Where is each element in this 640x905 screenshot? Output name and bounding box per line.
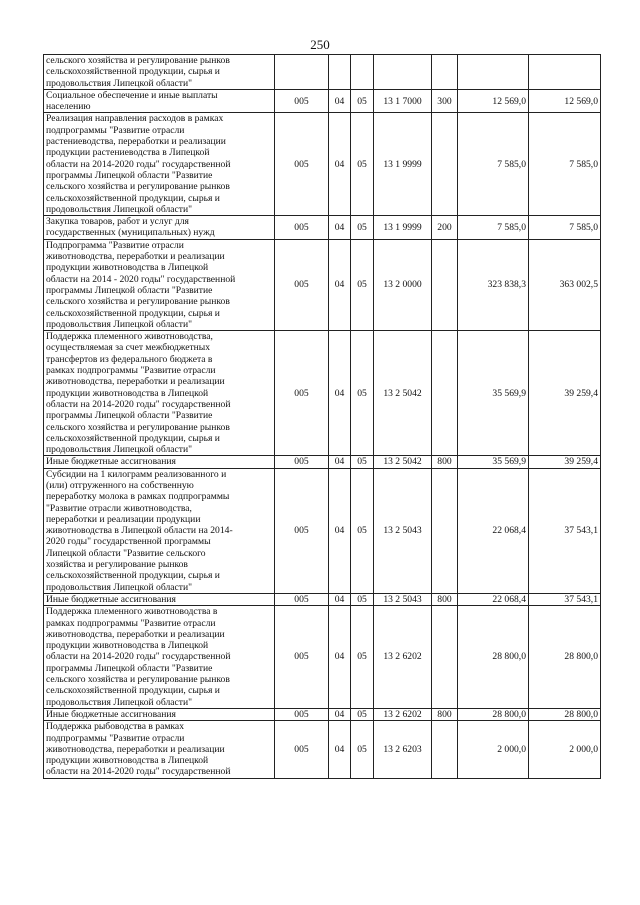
amount-year1-cell: 28 800,0 [458,708,529,720]
expense-name-cell: Поддержка племенного животноводства, осуществляемая за счет межбюджетных трансфертов из федерального бюджета в рамках подпрограммы "Развитие отрасли животноводства, переработки и реализации продукции животноводства в Липецкой области на 2014-2020 годы" государственной программы Липецкой области "Развитие сельского хозяйства и регулирование рынков сельскохозяйственной продукции, сырья и продовольствия Липецкой области" [44,331,275,456]
section-code-cell: 04 [329,331,351,456]
amount-year2-cell: 37 543,1 [529,593,601,605]
table-row [44,331,601,456]
admin-code-cell: 005 [275,606,329,709]
table-row [44,456,601,468]
expense-type-cell [432,239,458,330]
target-article-cell: 13 2 6203 [374,721,432,778]
target-article-cell: 13 2 5042 [374,331,432,456]
amount-year2-cell: 37 543,1 [529,468,601,593]
admin-code-cell: 005 [275,721,329,778]
expense-name-cell: Социальное обеспечение и иные выплаты населению [44,89,275,113]
amount-year1-cell: 2 000,0 [458,721,529,778]
target-article-cell: 13 1 7000 [374,89,432,113]
subsection-code-cell: 05 [351,113,374,216]
amount-year2-cell: 7 585,0 [529,113,601,216]
subsection-code-cell: 05 [351,89,374,113]
section-code-cell: 04 [329,593,351,605]
table-row [44,721,601,778]
table-row [44,708,601,720]
subsection-code-cell: 05 [351,456,374,468]
budget-table [43,54,601,779]
expense-type-cell [432,721,458,778]
amount-year1-cell [458,55,529,90]
amount-year2-cell: 39 259,4 [529,456,601,468]
admin-code-cell: 005 [275,708,329,720]
target-article-cell: 13 2 6202 [374,708,432,720]
table-row [44,216,601,240]
expense-name-cell: Поддержка рыбоводства в рамках подпрограммы "Развитие отрасли животноводства, переработки и реализации продукции животноводства в Липецкой области на 2014-2020 годы" государственной [44,721,275,778]
amount-year2-cell: 28 800,0 [529,606,601,709]
amount-year1-cell: 7 585,0 [458,216,529,240]
table-row [44,55,601,90]
table-row [44,593,601,605]
section-code-cell [329,55,351,90]
section-code-cell: 04 [329,89,351,113]
admin-code-cell: 005 [275,593,329,605]
section-code-cell: 04 [329,113,351,216]
amount-year1-cell: 7 585,0 [458,113,529,216]
amount-year2-cell: 28 800,0 [529,708,601,720]
target-article-cell: 13 2 5043 [374,593,432,605]
expense-type-cell [432,55,458,90]
admin-code-cell: 005 [275,456,329,468]
table-row [44,239,601,330]
table-body [44,55,601,779]
subsection-code-cell: 05 [351,216,374,240]
expense-name-cell: Подпрограмма "Развитие отрасли животноводства, переработки и реализации продукции животноводства в Липецкой области на 2014 - 2020 годы" государственной программы Липецкой области "Развитие сельского хозяйства и регулирование рынков сельскохозяйственной продукции, сырья и продовольствия Липецкой области" [44,239,275,330]
target-article-cell: 13 2 5043 [374,468,432,593]
amount-year1-cell: 323 838,3 [458,239,529,330]
section-code-cell: 04 [329,708,351,720]
expense-name-cell: Иные бюджетные ассигнования [44,708,275,720]
expense-type-cell: 300 [432,89,458,113]
section-code-cell: 04 [329,468,351,593]
admin-code-cell: 005 [275,89,329,113]
section-code-cell: 04 [329,606,351,709]
expense-type-cell [432,113,458,216]
table-row [44,606,601,709]
table-row [44,468,601,593]
section-code-cell: 04 [329,721,351,778]
subsection-code-cell: 05 [351,331,374,456]
amount-year1-cell: 22 068,4 [458,468,529,593]
expense-name-cell: Закупка товаров, работ и услуг для государственных (муниципальных) нужд [44,216,275,240]
section-code-cell: 04 [329,456,351,468]
expense-name-cell: Реализация направления расходов в рамках подпрограммы "Развитие отрасли растениеводства, переработки и реализации продукции растениеводства в Липецкой области на 2014-2020 годы" государственной программы Липецкой области "Развитие сельского хозяйства и регулирование рынков сельскохозяйственной продукции, сырья и продовольствия Липецкой области" [44,113,275,216]
expense-type-cell [432,331,458,456]
expense-name-cell: сельского хозяйства и регулирование рынков сельскохозяйственной продукции, сырья и продовольствия Липецкой области" [44,55,275,90]
expense-name-cell: Иные бюджетные ассигнования [44,456,275,468]
target-article-cell [374,55,432,90]
amount-year2-cell: 363 002,5 [529,239,601,330]
target-article-cell: 13 2 6202 [374,606,432,709]
subsection-code-cell: 05 [351,721,374,778]
expense-type-cell: 800 [432,456,458,468]
target-article-cell: 13 2 5042 [374,456,432,468]
amount-year1-cell: 28 800,0 [458,606,529,709]
admin-code-cell: 005 [275,239,329,330]
amount-year2-cell: 2 000,0 [529,721,601,778]
expense-type-cell [432,468,458,593]
target-article-cell: 13 2 0000 [374,239,432,330]
admin-code-cell: 005 [275,216,329,240]
expense-name-cell: Субсидии на 1 килограмм реализованного и (или) отгруженного на собственную переработку молока в рамках подпрограммы "Развитие отрасли животноводства, переработки и реализации продукции животноводства в Липецкой области на 2014- 2020 годы" государственной программы Липецкой области "Развитие сельского хозяйства и регулирование рынков сельскохозяйственной продукции, сырья и продовольствия Липецкой области" [44,468,275,593]
amount-year2-cell: 39 259,4 [529,331,601,456]
table-row [44,89,601,113]
table-row [44,113,601,216]
expense-type-cell [432,606,458,709]
expense-type-cell: 800 [432,593,458,605]
subsection-code-cell [351,55,374,90]
amount-year1-cell: 22 068,4 [458,593,529,605]
admin-code-cell: 005 [275,468,329,593]
target-article-cell: 13 1 9999 [374,216,432,240]
subsection-code-cell: 05 [351,708,374,720]
page-number: 250 [310,37,330,52]
section-code-cell: 04 [329,239,351,330]
amount-year2-cell [529,55,601,90]
expense-type-cell: 200 [432,216,458,240]
subsection-code-cell: 05 [351,606,374,709]
expense-type-cell: 800 [432,708,458,720]
section-code-cell: 04 [329,216,351,240]
subsection-code-cell: 05 [351,468,374,593]
target-article-cell: 13 1 9999 [374,113,432,216]
subsection-code-cell: 05 [351,593,374,605]
admin-code-cell: 005 [275,113,329,216]
subsection-code-cell: 05 [351,239,374,330]
amount-year2-cell: 12 569,0 [529,89,601,113]
expense-name-cell: Поддержка племенного животноводства в рамках подпрограммы "Развитие отрасли животноводства, переработки и реализации продукции животноводства в Липецкой области на 2014-2020 годы" государственной программы Липецкой области "Развитие сельского хозяйства и регулирование рынков сельскохозяйственной продукции, сырья и продовольствия Липецкой области" [44,606,275,709]
amount-year1-cell: 35 569,9 [458,456,529,468]
amount-year1-cell: 12 569,0 [458,89,529,113]
admin-code-cell [275,55,329,90]
expense-name-cell: Иные бюджетные ассигнования [44,593,275,605]
amount-year2-cell: 7 585,0 [529,216,601,240]
amount-year1-cell: 35 569,9 [458,331,529,456]
admin-code-cell: 005 [275,331,329,456]
